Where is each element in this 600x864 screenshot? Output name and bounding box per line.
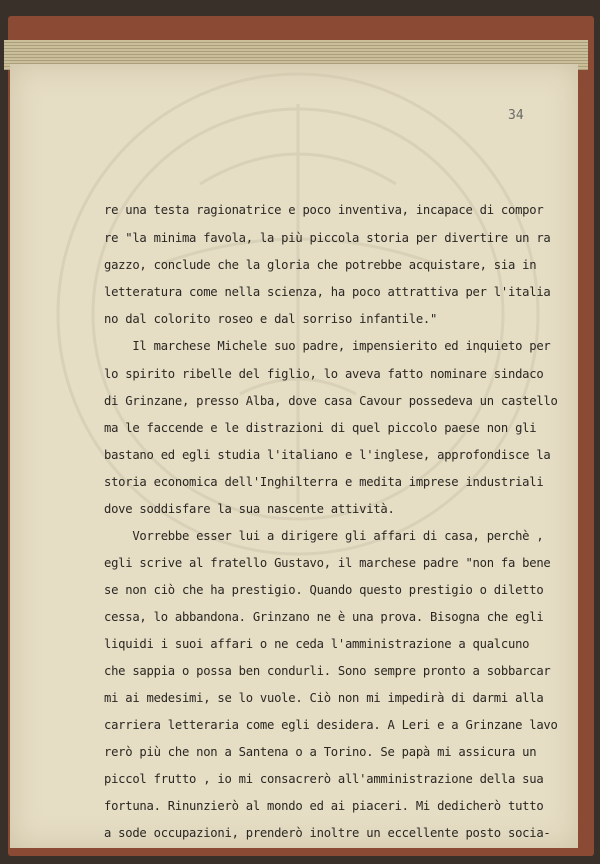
text-line: no dal colorito roseo e dal sorriso infantile." [104, 312, 438, 326]
text-line: se non ciò che ha prestigio. Quando questo prestigio o diletto [104, 583, 544, 597]
text-line: mi ai medesimi, se lo vuole. Ciò non mi impedirà di darmi alla [104, 691, 544, 705]
text-line: Il marchese Michele suo padre, impensierito ed inquieto per [104, 339, 551, 353]
text-line: re "la minima favola, la più piccola storia per divertire un ra [104, 231, 551, 245]
text-line: piccol frutto , io mi consacrerò all'amministrazione della sua [104, 772, 544, 786]
text-line: a sode occupazioni, prenderò inoltre un eccellente posto socia- [104, 826, 551, 840]
text-line: fortuna. Rinunzierò al mondo ed ai piaceri. Mi dedicherò tutto [104, 799, 544, 813]
text-line: lo spirito ribelle del figlio, lo aveva fatto nominare sindaco [104, 367, 544, 381]
page-number: 34 [508, 108, 524, 123]
text-line: storia economica dell'Inghilterra e medita imprese industriali [104, 475, 544, 489]
text-line: letteratura come nella scienza, ha poco attrattiva per l'italia [104, 285, 551, 299]
text-line: dove soddisfare la sua nascente attività. [104, 502, 395, 516]
text-line: di Grinzane, presso Alba, dove casa Cavour possedeva un castello [104, 394, 558, 408]
text-line: liquidi i suoi affari o ne ceda l'amministrazione a qualcuno [104, 637, 530, 651]
text-line: rerò più che non a Santena o a Torino. Se papà mi assicura un [104, 745, 537, 759]
text-line: Vorrebbe esser lui a dirigere gli affari di casa, perchè , [104, 529, 544, 543]
text-line: ma le faccende e le distrazioni di quel piccolo paese non gli [104, 421, 537, 435]
text-line: carriera letteraria come egli desidera. A Leri e a Grinzane lavo [104, 718, 558, 732]
text-line: re una testa ragionatrice e poco inventiva, incapace di compor [104, 203, 544, 217]
text-line: egli scrive al fratello Gustavo, il marchese padre "non fa bene [104, 556, 551, 570]
text-line: bastano ed egli studia l'italiano e l'inglese, approfondisce la [104, 448, 551, 462]
text-line: che sappia o possa ben condurli. Sono sempre pronto a sobbarcar [104, 664, 551, 678]
text-line: gazzo, conclude che la gloria che potrebbe acquistare, sia in [104, 258, 537, 272]
text-line: cessa, lo abbandona. Grinzano ne è una prova. Bisogna che egli [104, 610, 544, 624]
